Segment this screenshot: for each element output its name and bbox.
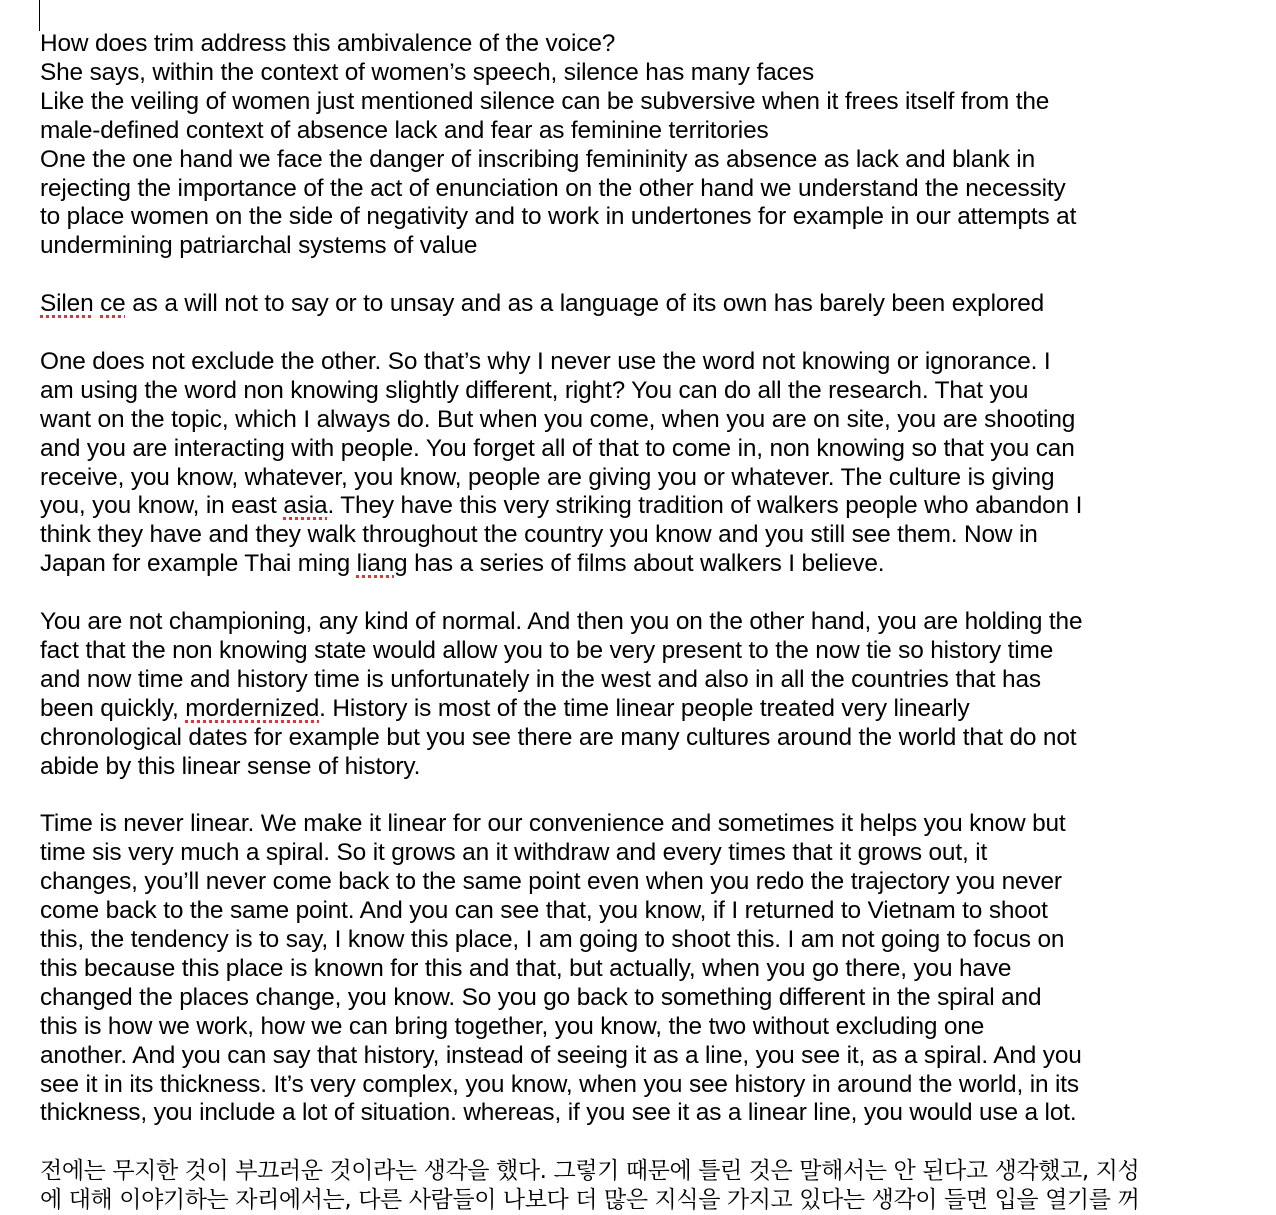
text-line: and now time and history time is unfortunately in the west and also in all the countries that has — [40, 665, 1041, 693]
text-line: want on the topic, which I always do. But when you come, when you are on site, you are shooting — [40, 405, 1076, 433]
text-line: One does not exclude the other. So that’s why I never use the word not knowing or ignorance. I — [40, 347, 1051, 375]
text-line: time sis very much a spiral. So it grows an it withdraw and every times that it grows out, it — [40, 839, 988, 867]
text-line: You are not championing, any kind of normal. And then you on the other hand, you are holding the — [40, 608, 1083, 636]
text-line: receive, you know, whatever, you know, people are giving you or whatever. The culture is giving — [40, 463, 1055, 491]
text-line: thickness, you include a lot of situation. whereas, if you see it as a linear line, you would use a lot. — [40, 1099, 1077, 1127]
misspelled-word[interactable]: asia — [283, 492, 328, 520]
text-run: as a will not to say or to unsay and as a language of its own has barely been explored — [125, 290, 1045, 318]
text-line — [40, 492, 1240, 521]
text-line: undermining patriarchal systems of value — [40, 232, 478, 260]
text-line: come back to the same point. And you can see that, you know, if I returned to Vietnam to shoot — [40, 897, 1048, 925]
text-line: am using the word non knowing slightly different, right? You can do all the research. That you — [40, 376, 1029, 404]
text-line: this, the tendency is to say, I know this place, I am going to shoot this. I am not going to focus on — [40, 926, 1065, 954]
misspelled-word[interactable]: Silen — [40, 290, 94, 318]
text-line: She says, within the context of women’s speech, silence has many faces — [40, 58, 815, 86]
text-line: abide by this linear sense of history. — [40, 752, 421, 780]
spiral-time-paragraph — [40, 810, 1240, 1128]
non-knowing-paragraph — [40, 348, 1240, 579]
text-line — [40, 550, 1240, 579]
text-line: another. And you can say that history, instead of seeing it as a line, you see it, as a spiral. And you — [40, 1041, 1082, 1069]
text-run: has a series of films about walkers I believe. — [407, 550, 885, 578]
text-run: . History is most of the time linear people treated very linearly — [319, 694, 970, 722]
history-time-paragraph — [40, 608, 1240, 781]
text-line: Time is never linear. We make it linear for our convenience and sometimes it helps you know but — [40, 810, 1066, 838]
text-run: been quickly, — [40, 694, 186, 722]
document-body[interactable] — [40, 30, 1240, 1215]
text-line: chronological dates for example but you see there are many cultures around the world that do not — [40, 723, 1077, 751]
text-line: changed the places change, you know. So you go back to something different in the spiral and — [40, 983, 1042, 1011]
misspelled-word[interactable]: mordernized — [185, 694, 320, 722]
text-line: 에 대해 이야기하는 자리에서는, 다른 사람들이 나보다 더 많은 지식을 가지고 있다는 생각이 들면 입을 열기를 꺼 — [40, 1187, 1140, 1214]
silence-paragraph — [40, 290, 1240, 319]
text-line: to place women on the side of negativity and to work in undertones for example in our attempts at — [40, 203, 1077, 231]
text-run: . They have this very striking tradition of walkers people who abandon I — [327, 492, 1083, 520]
text-line: One the one hand we face the danger of inscribing femininity as absence as lack and blank in — [40, 145, 1035, 173]
text-run: Japan for example Thai ming — [40, 550, 357, 578]
text-line: think they have and they walk throughout the country you know and you still see them. Now in — [40, 521, 1038, 549]
text-run: you, you know, in east — [40, 492, 284, 520]
text-line — [40, 290, 1240, 319]
text-cursor — [39, 0, 40, 31]
text-line: fact that the non knowing state would allow you to be very present to the now tie so history time — [40, 636, 1054, 664]
text-line: see it in its thickness. It’s very complex, you know, when you see history in around the world, in its — [40, 1070, 1079, 1098]
text-line: changes, you’ll never come back to the same point even when you redo the trajectory you never — [40, 868, 1062, 896]
text-line: rejecting the importance of the act of enunciation on the other hand we understand the necessity — [40, 174, 1066, 202]
korean-paragraph — [40, 1157, 1240, 1215]
misspelled-word[interactable]: ce — [100, 290, 126, 318]
intro-paragraph — [40, 30, 1240, 261]
text-line — [40, 695, 1240, 724]
text-line: this is how we work, how we can bring together, you know, the two without excluding one — [40, 1012, 985, 1040]
text-line: male-defined context of absence lack and fear as feminine territories — [40, 116, 769, 144]
text-line: and you are interacting with people. You forget all of that to come in, non knowing so that you can — [40, 434, 1075, 462]
text-line: How does trim address this ambivalence of the voice? — [40, 30, 616, 57]
misspelled-word[interactable]: liang — [356, 550, 408, 578]
text-line: 전에는 무지한 것이 부끄러운 것이라는 생각을 했다. 그렇기 때문에 틀린 것은 말해서는 안 된다고 생각했고, 지성 — [40, 1158, 1140, 1185]
text-line: Like the veiling of women just mentioned silence can be subversive when it frees itself from the — [40, 87, 1050, 115]
text-line: this because this place is known for this and that, but actually, when you go there, you have — [40, 954, 1012, 982]
